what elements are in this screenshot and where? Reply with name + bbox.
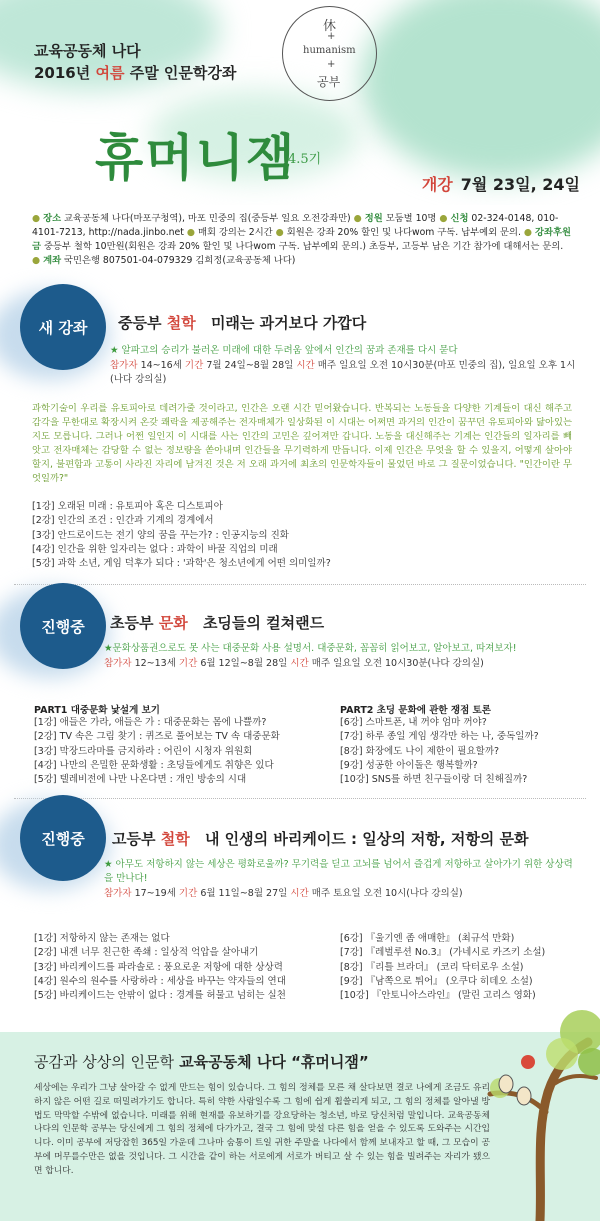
bullet-icon: ● [439, 213, 448, 224]
participant-value: 17~19세 [134, 888, 176, 899]
stamp-char: 休 [323, 19, 337, 34]
period-label: 기간 [178, 888, 198, 899]
footer-title-bold: 교육공동체 나다 “휴머니잼” [179, 1053, 369, 1071]
program-type-text: 주말 인문학강좌 [129, 64, 237, 82]
section-divider [14, 798, 586, 799]
footer-body: 세상에는 우리가 그냥 살아갈 수 없게 만드는 힘이 있습니다. 그 힘의 정체를 모른 채 살다보면 결코 나에게 조금도 유리하지 않은 어떤 길로 떠밀려가기도 합니다. 특히 약한 사람일수록 그 힘에 쉽게 휩쓸리게 되고, 그 힘의 정체를 알아낼 방법도 막막할 수밖에 없습니다. 미래를 위해 현재를 유보하기를 강요당하는 청소년, 바로 당신처럼 말입니다. 교육공동체 나다의 인문학 공부는 당신에게 그 힘의 정체에 다가가고, 결국 그 힘에 맞설 다른 힘을 얻을 수 있도록 도와주는 시간입니다. 이미 공부에 저당잡힌 365일 가운데 그나마 숨통이 트일 귀한 주말을 나다에서 함께 보내자고 할 때, 그 모습이 공부에 머무를수만은 없을 것입니다. 그 시간을 같이 하는 서로에게 서로가 버티고 살 수 있는 힘을 빌려주는 자리가 됐으면 합니다. [34, 1083, 490, 1176]
apply-label: 신청 [450, 213, 469, 224]
bullet-icon: ● [353, 213, 362, 224]
lecture-length-note: 매회 강의는 2시간 [197, 227, 273, 238]
program-subtitle [34, 62, 236, 83]
lesson-item: [2강] TV 속은 그림 찾기 : 퀴즈로 풀어보는 TV 속 대중문화 [34, 731, 280, 743]
part1-heading: PART1 대중문화 낯설게 보기 [34, 705, 160, 716]
footer-title [34, 1051, 369, 1072]
in-progress-badge: 진행중 [20, 795, 106, 881]
apply-value[interactable]: 02-324-0148, 010-4101-7213, http://nada.jinbo.net [32, 213, 559, 238]
lesson-item: [3강] 막장드라마를 금지하라 : 어린이 시청자 위원회 [34, 745, 253, 757]
in-progress-badge: 진행중 [20, 583, 106, 669]
section-quote: ★문화상품권으로도 못 사는 대중문화 사용 설명서. 대중문화, 꼼꼼히 읽어보고, 알아보고, 따져보자! [104, 643, 517, 654]
section-schedule [104, 887, 584, 901]
season-text: 여름 [95, 64, 125, 82]
lesson-item: [9강] 『남쪽으로 튀어』 (오쿠다 히데오 소설) [340, 975, 533, 987]
bullet-icon: ● [186, 227, 195, 238]
footer [0, 1032, 600, 1221]
time-label: 시간 [290, 658, 309, 669]
stamp-plus: + [327, 31, 336, 42]
footer-title-light: 공감과 상상의 인문학 [34, 1053, 174, 1071]
info-block [32, 212, 572, 268]
bullet-icon: ● [275, 227, 284, 238]
lesson-list [32, 500, 552, 571]
participant-value: 14~16세 [140, 360, 182, 371]
lesson-list [34, 932, 334, 1003]
period-value: 6월 12일~8월 28일 [200, 658, 288, 669]
generation-label: 4.5기 [288, 152, 322, 167]
capacity-label: 정원 [364, 213, 383, 224]
lesson-item: [6강] 『울기엔 좀 애매한』 (최규석 만화) [340, 933, 515, 944]
opening-label: 개강 [421, 175, 453, 194]
section-title [118, 312, 366, 333]
lesson-item: [1강] 오래된 미래 : 유토피아 혹은 디스토피아 [32, 501, 223, 512]
opening-dates: 7월 23일, 24일 [460, 175, 580, 194]
participant-label: 참가자 [110, 360, 138, 371]
bullet-icon: ● [32, 213, 41, 224]
period-value: 6월 11일~8월 27일 [200, 888, 288, 899]
fee-label: 강좌후원금 [32, 227, 571, 252]
level-text: 중등부 [118, 314, 162, 332]
lesson-item: [3강] 안드로이드는 전기 양의 꿈을 꾸는가? : 인공지능의 진화 [32, 529, 289, 541]
time-label: 시간 [296, 360, 315, 371]
humanism-stamp [282, 6, 377, 101]
lesson-item: [4강] 인간을 위한 일자리는 없다 : 과학이 바꿀 직업의 미래 [32, 543, 278, 555]
watercolor-wash [360, 0, 600, 180]
stamp-char: 공부 [317, 75, 341, 89]
topic-text: 미래는 과거보다 가깝다 [210, 314, 367, 332]
lesson-item: [1강] 저항하지 않는 존재는 없다 [34, 933, 170, 944]
lesson-item: [10강] SNS를 하면 친구들이랑 더 친해질까? [340, 774, 528, 786]
lesson-item: [9강] 성공한 아이돌은 행복할까? [340, 759, 478, 771]
lesson-list [340, 716, 590, 787]
section-schedule [110, 359, 580, 387]
participant-value: 12~13세 [134, 658, 176, 669]
apple-icon [521, 1055, 535, 1069]
account-label: 계좌 [43, 255, 62, 266]
section-divider [14, 584, 586, 585]
time-value: 매주 토요일 오전 10시(나다 강의실) [311, 888, 463, 899]
section-description: 과학기술이 우리를 유토피아로 데려가줄 것이라고, 인간은 오랜 시간 믿어왔습니다. 반복되는 노동들을 다양한 기계들이 대신 해주고 감각을 무한대로 확장시켜 온갖 쾌락을 제공해주는 전자매체가 일상화된 이 시대는 어쩌면 과거의 인간이 꿈꾸던 유토피아와 닮아있는지도 모릅니다. 그러나 어쩐 일인지 이 시대를 사는 인간의 고민은 깊어져만 갑니다. 노동을 대신해주는 기계는 인간들의 일자리를 빼앗고 전자매체는 감당할 수 없는 정보량을 쏟아내며 인간들을 무기력하게 만듭니다. 이제 인간은 무엇을 할 수 있을지, 어떻게 살아야할지, 불편함과 고통이 사라진 자리에 남겨진 것은 저 오래 과거에 최초의 인문학자들이 물었던 바로 그 질문이었습니다. "인간이란 무엇일까?" [32, 403, 572, 484]
lesson-item: [4강] 원수의 원수를 사랑하라 : 세상을 바꾸는 약자들의 연대 [34, 975, 286, 987]
lesson-item: [6강] 스마트폰, 내 꺼야 엄마 꺼야? [340, 717, 487, 728]
stamp-word: humanism [303, 45, 356, 56]
section-title [110, 612, 324, 633]
fee-value: 중등부 철학 10만원(회원은 강좌 20% 할인 및 나다wom 구독. 납부예외 문의.) 초등부, 고등부 남은 기간 참가에 대해서는 문의. [43, 241, 564, 252]
lesson-item: [1강] 애들은 가라, 애들은 가 : 대중문화는 몸에 나쁠까? [34, 717, 267, 728]
header [0, 0, 600, 205]
period-value: 7월 24일~8월 28일 [206, 360, 294, 371]
member-note: 회원은 강좌 20% 할인 및 나다wom 구독. 납부예외 문의. [286, 227, 521, 238]
lesson-item: [7강] 『레벌루션 No.3』 (가네시로 카즈키 소설) [340, 947, 546, 959]
lesson-item: [7강] 하루 종일 게임 생각만 하는 나, 중독일까? [340, 731, 539, 743]
lesson-item: [4강] 나만의 은밀한 문화생활 : 초딩들에게도 취향은 있다 [34, 759, 274, 771]
lesson-item: [10강] 『안토니아스라인』 (말린 고리스 영화) [340, 990, 536, 1002]
period-label: 기간 [178, 658, 198, 669]
lesson-item: [2강] 인간의 조건 : 인간과 기계의 경계에서 [32, 515, 214, 527]
opening-date [422, 172, 580, 195]
organizer-name: 교육공동체 나다 [34, 42, 141, 60]
subject-text: 문화 [158, 614, 188, 632]
new-course-badge: 새 강좌 [20, 284, 106, 370]
lesson-item: [2강] 내겐 너무 친근한 족쇄 : 일상적 억압을 살아내기 [34, 947, 259, 959]
lesson-item: [5강] 텔레비전에 나만 나온다면 : 개인 방송의 시대 [34, 774, 247, 786]
lesson-item: [5강] 바리케이드는 안팎이 없다 : 경계를 허물고 넘히는 실천 [34, 990, 286, 1002]
section-title [112, 828, 529, 849]
participant-label: 참가자 [104, 888, 132, 899]
lesson-item: [3강] 바리케이드를 파라솔로 : 풍요로운 저항에 대한 상상력 [34, 961, 283, 973]
section-quote: ★ 알파고의 승리가 불러온 미래에 대한 두려움 앞에서 인간의 꿈과 존재를 다시 묻다 [110, 345, 458, 356]
participant-label: 참가자 [104, 658, 132, 669]
time-value: 매주 일요일 오전 10시30분(마포 민중의 집), 일요일 오후 1시(나다 강의실) [110, 360, 576, 385]
page-title: 휴머니잼 [95, 128, 297, 187]
subject-text: 철학 [160, 830, 190, 848]
time-label: 시간 [290, 888, 309, 899]
bullet-icon: ● [523, 227, 533, 238]
bullet-icon: ● [32, 255, 41, 266]
topic-text: 초딩들의 컬쳐랜드 [202, 614, 325, 632]
year-text: 2016년 [34, 64, 91, 82]
tree-illustration [470, 992, 600, 1221]
lesson-item: [5강] 과학 소년, 게임 덕후가 되다 : '과학'은 청소년에게 어떤 의미일까? [32, 558, 331, 570]
account-value: 국민은행 807501-04-079329 김희정(교육공동체 나다) [64, 255, 296, 266]
part2-heading: PART2 초딩 문화에 관한 쟁점 토론 [340, 705, 491, 716]
subject-text: 철학 [166, 314, 196, 332]
lesson-item: [8강] 『리틀 브라더』 (코리 닥터로우 소설) [340, 961, 524, 973]
level-text: 고등부 [112, 830, 156, 848]
place-value: 교육공동체 나다(마포구청역), 마포 민중의 집(중등부 일요 오전강좌만) [64, 213, 351, 224]
stamp-plus: + [327, 59, 336, 70]
lesson-list [34, 716, 334, 787]
period-label: 기간 [184, 360, 204, 371]
time-value: 매주 일요일 오전 10시30분(나다 강의실) [311, 658, 484, 669]
place-label: 장소 [43, 213, 62, 224]
section-schedule [104, 657, 584, 671]
capacity-value: 모둠별 10명 [385, 213, 437, 224]
level-text: 초등부 [110, 614, 154, 632]
topic-text: 내 인생의 바리케이드 : 일상의 저항, 저항의 문화 [204, 830, 529, 848]
lesson-item: [8강] 화장에도 나이 제한이 필요할까? [340, 745, 500, 757]
section-quote: ★ 아무도 저항하지 않는 세상은 평화로울까? 무기력을 딛고 고뇌를 넘어서 즐겁게 저항하고 살아가기 위한 상상력을 만나다! [104, 859, 573, 884]
